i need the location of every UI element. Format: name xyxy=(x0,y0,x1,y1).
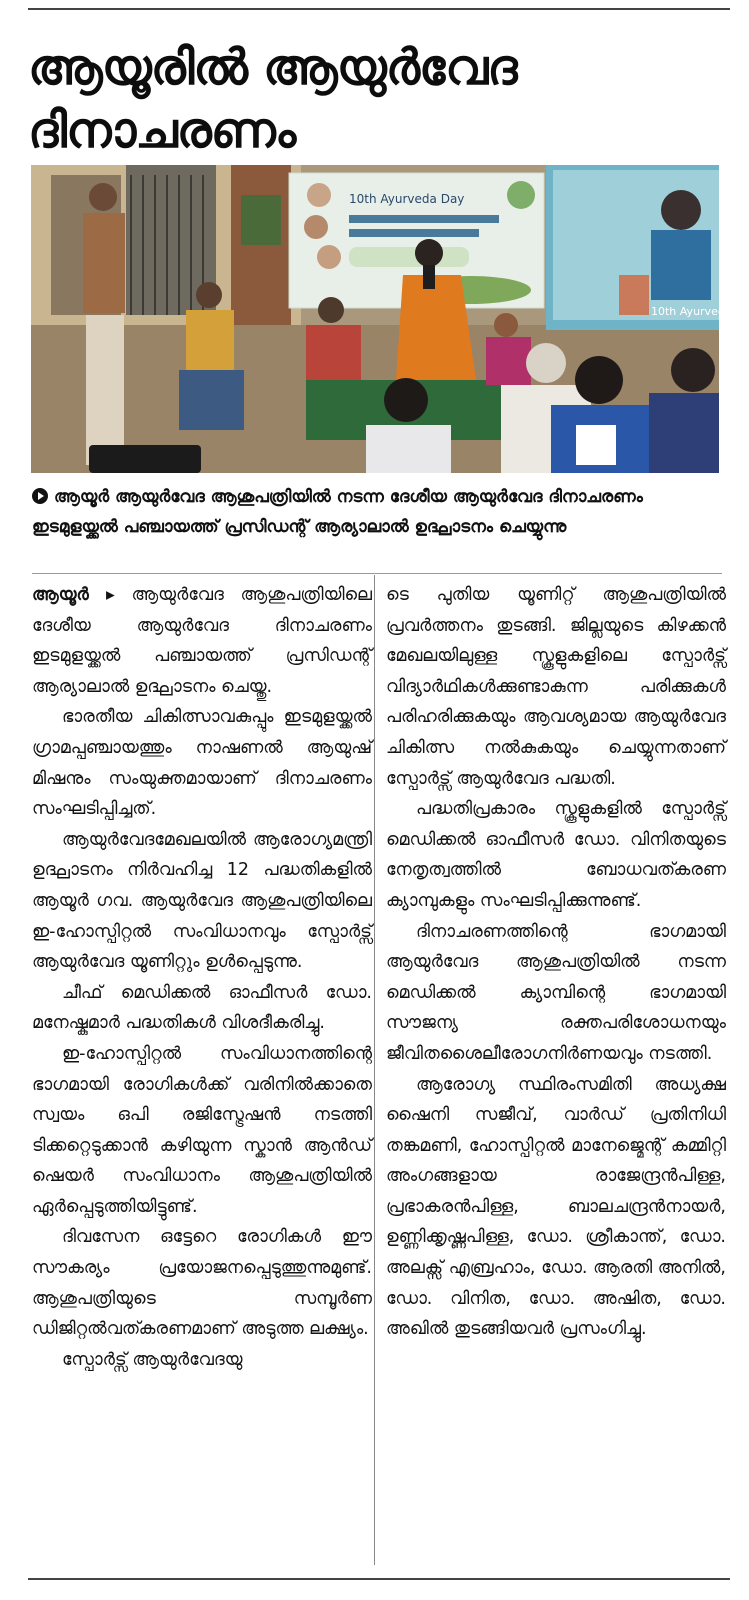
bottom-rule xyxy=(28,1578,730,1580)
article-paragraph: ഇ-ഹോസ്പിറ്റൽ സംവിധാനത്തിന്റെ ഭാഗമായി രോഗികൾക്ക് വരിനിൽക്കാതെ സ്വയം ഒപി രജിസ്ട്രേഷൻ നടത്തി ടിക്കറ്റെടുക്കാൻ കഴിയുന്ന സ്കാൻ ആൻഡ് ഷെയർ സംവിധാനം ആശുപത്രിയിൽ ഏർപ്പെടുത്തിയിട്ടുണ്ട്. xyxy=(32,1043,372,1217)
article-paragraph: ആരോഗ്യ സ്ഥിരംസമിതി അധ്യക്ഷ ഷൈനി സജീവ്, വാർഡ് പ്രതിനിധി തങ്കമണി, ഹോസ്പിറ്റൽ മാനേജ്മെന്റ് കമ്മിറ്റി അംഗങ്ങളായ രാജേന്ദ്രൻപിള്ള, പ്രഭാകരൻപിള്ള, ബാലചന്ദ്രൻനായർ, ഉണ്ണിക്കൃഷ്ണപിള്ള, ഡോ. ശ്രീകാന്ത്, ഡോ. അലക്സ് എബ്രഹാം, ഡോ. ആരതി അനിൽ, ഡോ. വിനിത, ഡോ. അഷിത, ഡോ. അഖിൽ തുടങ്ങിയവർ പ്രസംഗിച്ചു. xyxy=(386,1074,726,1340)
play-arrow-icon xyxy=(32,488,48,504)
article-paragraph: പദ്ധതിപ്രകാരം സ്കൂളുകളിൽ സ്പോർട്സ് മെഡിക്കൽ ഓഫീസർ ഡോ. വിനിതയുടെ നേതൃത്വത്തിൽ ബോധവത്കരണ ക്യാമ്പുകളും സംഘടിപ്പിക്കുന്നുണ്ട്. xyxy=(386,799,726,911)
banner-title: 10th Ayurveda Day xyxy=(349,192,465,206)
headline-line-1: ആയൂരിൽ ആയുർവേദ xyxy=(28,39,517,96)
news-photo xyxy=(31,165,732,473)
article-paragraph: ദിനാചരണത്തിന്റെ ഭാഗമായി ആയുർവേദ ആശുപത്രിയിൽ നടന്ന മെഡിക്കൽ ക്യാമ്പിന്റെ ഭാഗമായി സൗജന്യ രക്തപരിശോധനയും ജീവിതശൈലീരോഗനിർണയവും നടത്തി. xyxy=(386,921,726,1064)
article-paragraph: ആയുർവേദമേഖലയിൽ ആരോഗ്യമന്ത്രി ഉദ്ഘാടനം നിർവഹിച്ച 12 പദ്ധതികളിൽ ആയൂർ ഗവ. ആയുർവേദ ആശുപത്രിയിലെ ഇ-ഹോസ്പിറ്റൽ സംവിധാനവും സ്പോർട്സ് ആയുർവേദ യൂണിറ്റും ഉൾപ്പെടുന്നു. xyxy=(32,829,372,973)
caption-rule xyxy=(32,573,722,574)
headline xyxy=(28,36,728,162)
column-divider xyxy=(374,575,375,1565)
dateline: ആയൂർ ▸ xyxy=(32,585,115,605)
caption-text: ആയൂർ ആയുർവേദ ആശുപത്രിയിൽ നടന്ന ദേശീയ ആയുർവേദ ദിനാചരണം ഇടമുളയ്ക്കൽ പഞ്ചായത്ത് പ്രസിഡന്റ് ആര്യാലാൽ ഉദ്ഘാടനം ചെയ്യുന്നു xyxy=(32,487,643,537)
headline-line-2: ദിനാചരണം xyxy=(28,102,296,159)
article-paragraph: ചീഫ് മെഡിക്കൽ ഓഫീസർ ഡോ. മനേഷ്കുമാർ പദ്ധതികൾ വിശദീകരിച്ചു. xyxy=(32,982,372,1034)
article-paragraph: ദിവസേന ഒട്ടേറെ രോഗികൾ ഈ സൗകര്യം പ്രയോജനപ്പെടുത്തുന്നുമുണ്ട്. ആശുപത്രിയുടെ സമ്പൂർണ ഡിജിറ്റൽവത്കരണമാണ് അടുത്ത ലക്ഷ്യം. xyxy=(32,1227,372,1340)
article-paragraph: ആയൂർ ▸ ആയുർവേദ ആശുപത്രിയിലെ ദേശീയ ആയുർവേദ ദിനാചരണം ഇടമുളയ്ക്കൽ പഞ്ചായത്ത് പ്രസിഡന്റ് ആര്യാലാൽ ഉദ്ഘാടനം ചെയ്തു. xyxy=(32,585,372,697)
article-column-left xyxy=(32,580,372,1375)
top-rule xyxy=(28,8,730,10)
article-paragraph: ഭാരതീയ ചികിത്സാവകുപ്പും ഇടമുളയ്ക്കൽ ഗ്രാമപ്പഞ്ചായത്തും നാഷണൽ ആയുഷ് മിഷനും സംയുക്തമായാണ് ദിനാചരണം സംഘടിപ്പിച്ചത്. xyxy=(32,707,372,820)
article-paragraph: ടെ പുതിയ യൂണിറ്റ് ആശുപത്രിയിൽ പ്രവർത്തനം തുടങ്ങി. ജില്ലയുടെ കിഴക്കൻ മേഖലയിലുള്ള സ്കൂളുകളിലെ സ്പോർട്സ് വിദ്യാർഥികൾക്കുണ്ടാകുന്ന പരിക്കുകൾ പരിഹരിക്കുകയും ആവശ്യമായ ആയുർവേദ ചികിത്സ നൽകുകയും ചെയ്യുന്നതാണ് സ്പോർട്സ് ആയുർവേദ പദ്ധതി. xyxy=(386,585,726,789)
screen-text: 10th Ayurveda xyxy=(651,305,732,318)
photo-caption xyxy=(32,482,722,542)
article-paragraph: സ്പോർട്സ് ആയുർവേദയു xyxy=(62,1349,243,1370)
article-column-right xyxy=(386,580,726,1345)
